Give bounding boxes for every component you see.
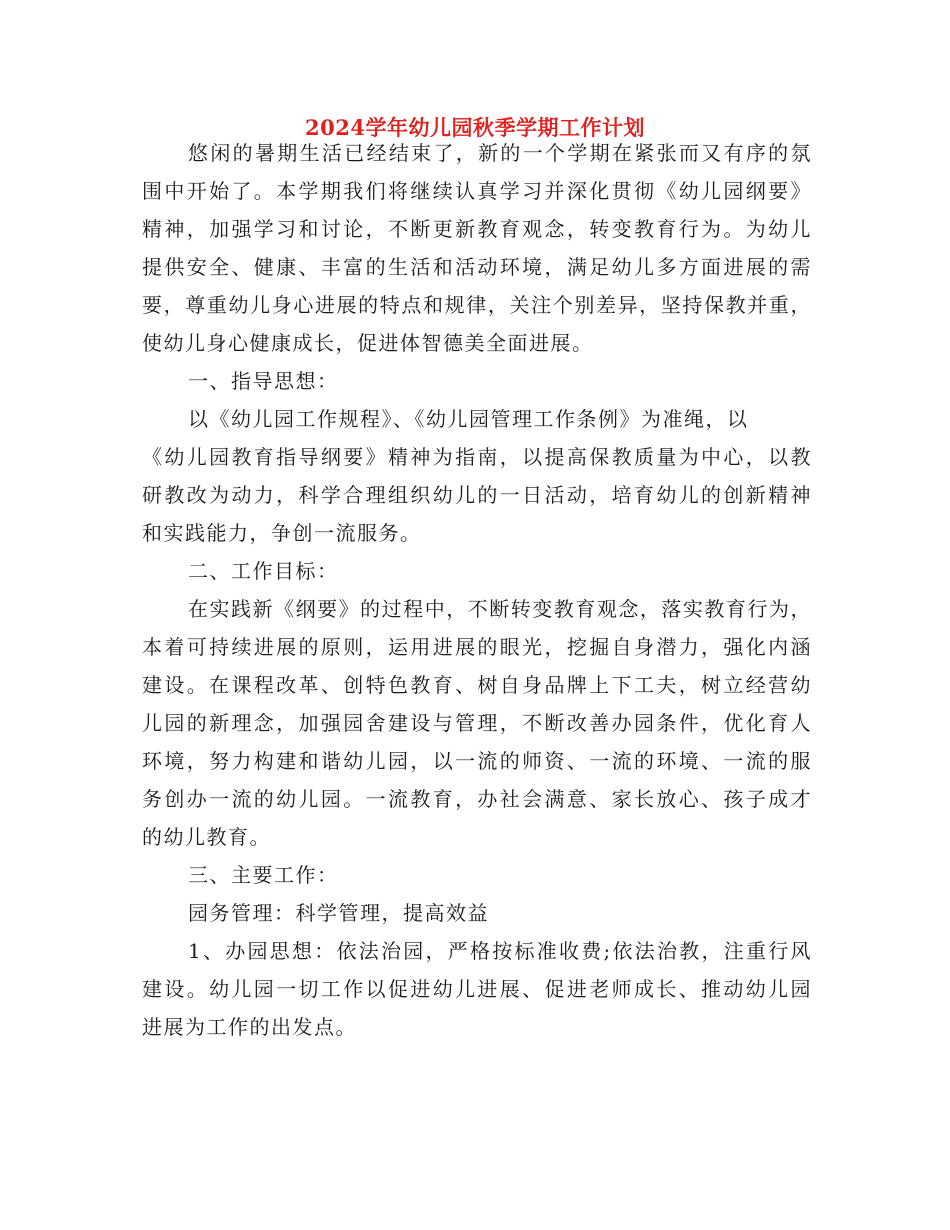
paragraph-line: 的幼儿教育。	[142, 825, 271, 849]
paragraph-line: 使幼儿身心健康成长，促进体智德美全面进展。	[142, 331, 594, 355]
paragraph-line: 《幼儿园教育指导纲要》精神为指南，以提高保教质量为中心，以教	[142, 445, 812, 469]
paragraph-line: 环境，努力构建和谐幼儿园，以一流的师资、一流的环境、一流的服	[142, 749, 812, 773]
paragraph-line: 研教改为动力，科学合理组织幼儿的一日活动，培育幼儿的创新精神	[142, 483, 812, 507]
paragraph-line: 提供安全、健康、丰富的生活和活动环境，满足幼儿多方面进展的需	[142, 255, 812, 279]
paragraph-line: 悠闲的暑期生活已经结束了，新的一个学期在紧张而又有序的氛	[188, 141, 812, 165]
paragraph-line: 1、办园思想：依法治园，严格按标准收费;依法治教，注重行风	[188, 939, 812, 963]
document-title: 2024学年幼儿园秋季学期工作计划	[305, 115, 645, 140]
paragraph-line: 儿园的新理念，加强园舍建设与管理，不断改善办园条件，优化育人	[142, 711, 812, 735]
subsection-heading: 园务管理：科学管理，提高效益	[188, 901, 489, 925]
paragraph-line: 和实践能力，争创一流服务。	[142, 521, 422, 545]
paragraph-line: 进展为工作的出发点。	[142, 1015, 357, 1039]
paragraph-line: 建设。在课程改革、创特色教育、树自身品牌上下工夫，树立经营幼	[142, 673, 812, 697]
paragraph-line: 务创办一流的幼儿园。一流教育，办社会满意、家长放心、孩子成才	[142, 787, 812, 811]
section-heading: 一、指导思想：	[188, 369, 339, 393]
paragraph-line: 以《幼儿园工作规程》、《幼儿园管理工作条例》为准绳，以	[188, 407, 749, 431]
section-heading: 二、工作目标：	[188, 559, 339, 583]
section-heading: 三、主要工作：	[188, 863, 339, 887]
paragraph-line: 围中开始了。本学期我们将继续认真学习并深化贯彻《幼儿园纲要》	[142, 179, 812, 203]
paragraph-line: 建设。幼儿园一切工作以促进幼儿进展、促进老师成长、推动幼儿园	[142, 977, 812, 1001]
paragraph-line: 精神，加强学习和讨论，不断更新教育观念，转变教育行为。为幼儿	[142, 217, 812, 241]
paragraph-line: 在实践新《纲要》的过程中，不断转变教育观念，落实教育行为，	[188, 597, 812, 621]
paragraph-line: 本着可持续进展的原则，运用进展的眼光，挖掘自身潜力，强化内涵	[142, 635, 812, 659]
paragraph-line: 要，尊重幼儿身心进展的特点和规律，关注个别差异，坚持保教并重，	[142, 293, 812, 317]
